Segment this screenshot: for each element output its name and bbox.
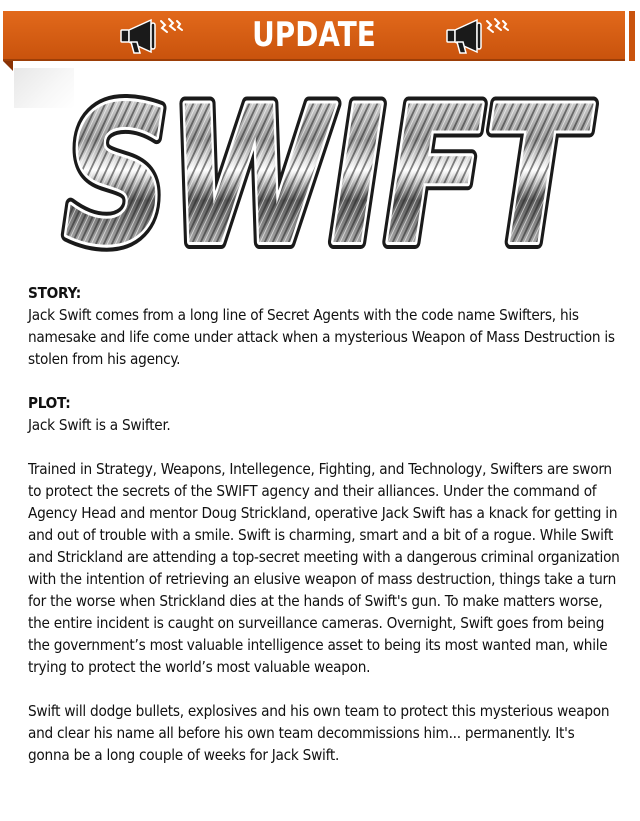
plot-section — [28, 392, 620, 436]
banner-fold — [3, 61, 13, 71]
logo-outline: SWIFT — [64, 70, 595, 270]
megaphone-icon — [441, 15, 511, 57]
banner-edge — [629, 11, 635, 61]
logo-inner-stroke: SWIFT — [64, 70, 595, 270]
plot-heading: PLOT: — [28, 394, 71, 412]
update-banner — [3, 11, 625, 61]
plot-paragraph: Swift will dodge bullets, explosives and his own team to protect this mysterious weapon and clear his name all before his own team decommissions him... permanently. It's gonna be a long couple of weeks for Jack Swift. — [28, 702, 610, 764]
plot-paragraph: Trained in Strategy, Weapons, Intellegence, Fighting, and Technology, Swifters are sworn to protect the secrets of the SWIFT agency and their alliances. Under the command of Agency Head and mentor Doug Strickland, operative Jack Swift has a knack for getting in and out of trouble with a smile. Swift is charming, smart and a bit of a rogue. While Swift and Strickland are attending a top-secret meeting with a dangerous criminal organization with the intention of retrieving an elusive weapon of mass destruction, things take a turn for the worse when Strickland dies at the hands of Swift's gun. To make matters worse, the entire incident is caught on surveillance cameras. Overnight, Swift goes from being the government’s most valuable intelligence asset to being its most wanted man, while trying to protect the world’s most valuable weapon. — [28, 460, 620, 676]
article-body — [28, 282, 620, 788]
plot-paragraph: Jack Swift is a Swifter. — [28, 416, 171, 434]
story-text: Jack Swift comes from a long line of Secret Agents with the code name Swifters, his namesake and life come under attack when a mysterious Weapon of Mass Destruction is stolen from his agency. — [28, 306, 615, 368]
story-section — [28, 282, 620, 370]
banner-title: UPDATE — [252, 15, 376, 55]
swift-logo — [40, 70, 600, 270]
story-heading: STORY: — [28, 284, 82, 302]
logo-fill: SWIFT — [64, 70, 595, 270]
